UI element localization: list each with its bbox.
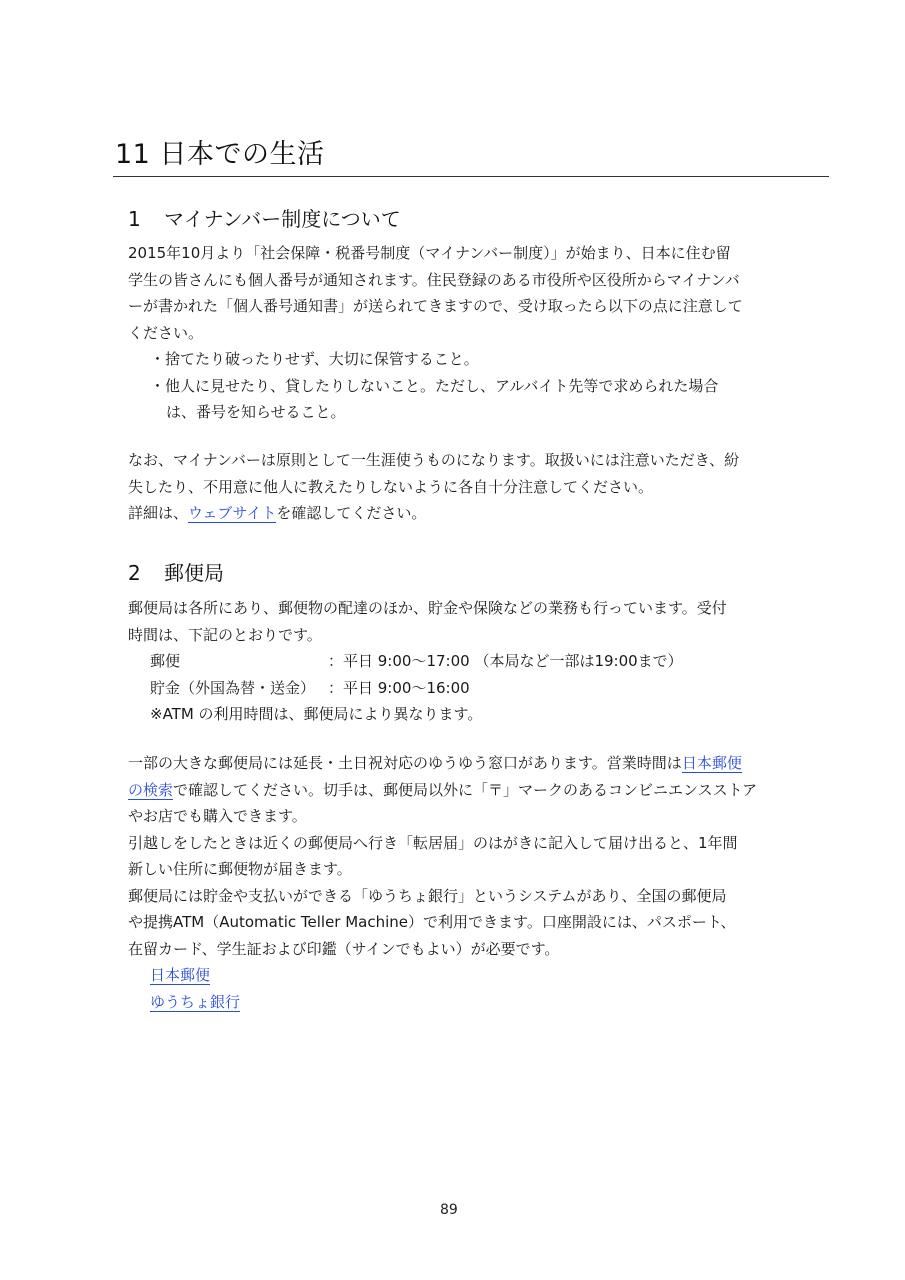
hours-row-mail [128,648,727,675]
page-number: 89 [440,1202,458,1218]
section1-number: 1 [128,207,141,231]
section1-note [128,447,739,527]
link-line [128,989,757,1016]
section1-title: マイナンバー制度について [164,207,401,231]
paragraph-line: 在留カード、学生証および印鑑（サインでもよい）が必要です。 [128,939,560,958]
paragraph-line: 引越しをしたときは近くの郵便局へ行き「転居届」のはがきに記入して届け出ると、1年間 [128,833,738,852]
paragraph-line: やお店でも購入できます。 [128,807,307,825]
bullet-item: ・他人に見せたり、貸したりしないこと。ただし、アルバイト先等で求められた場合 [150,376,719,395]
detail-prefix: 詳細は、 [128,504,189,522]
japanpost-link[interactable]: 日本郵便 [150,966,211,984]
yucho-bank-link[interactable]: ゆうちょ銀行 [150,992,241,1011]
section1-body [128,240,743,426]
paragraph-line [128,777,757,804]
paragraph-line: ください。 [128,323,204,342]
paragraph-line [128,750,757,777]
paragraph-line: なお、マイナンバーは原則として一生涯使うものになります。取扱いには注意いただき、紛 [128,451,740,469]
section2-title: 郵便局 [164,561,224,585]
paragraph-text: で確認してください。切手は、郵便局以外に「〒」マークのあるコンビニエンスストア [173,780,758,799]
paragraph-line: 失したり、不用意に他人に教えたりしないように各自十分注意してください。 [128,477,654,496]
hours-row-savings [128,675,727,702]
japanpost-search-link[interactable]: 日本郵便 [681,754,742,772]
paragraph-line: 新しい住所に郵便物が届きます。 [128,860,352,878]
chapter-divider [113,176,829,177]
hours-value: ：平日 9:00〜16:00 [328,678,470,697]
atm-note: ※ATM の利用時間は、郵便局により異なります。 [150,705,483,723]
chapter-title: 11 日本での生活 [115,139,325,170]
section1-heading [128,203,401,232]
paragraph-text: 一部の大きな郵便局には延長・土日祝対応のゆうゆう窓口があります。営業時間は [128,754,682,772]
paragraph-line: 時間は、下記のとおりです。 [128,625,322,644]
paragraph-line: 学生の皆さんにも個人番号が通知されます。住民登録のある市役所や区役所からマイナンバ [128,270,740,289]
section2-body [128,750,757,1015]
website-link[interactable]: ウェブサイト [188,504,277,522]
paragraph-line: 郵便局には貯金や支払いができる「ゆうちょ銀行」というシステムがあり、全国の郵便局 [128,886,727,905]
hours-label: 郵便 [150,652,181,670]
paragraph-line: 2015年10月より「社会保障・税番号制度（マイナンバー制度）」が始まり、日本に住む留 [128,244,731,262]
hours-value: ：平日 9:00〜17:00 （本局など一部は19:00まで） [328,652,683,670]
paragraph-line: や提携ATM（Automatic Teller Machine）で利用できます。口座開設には、パスポート、 [128,913,736,931]
bullet-item: ・捨てたり破ったりせず、大切に保管すること。 [150,350,479,368]
hours-label: 貯金（外国為替・送金） [150,678,316,697]
bullet-item-continuation: は、番号を知らせること。 [166,403,346,421]
detail-line [128,500,739,527]
section2-intro [128,595,727,728]
link-line [128,962,757,989]
paragraph-line: ーが書かれた「個人番号通知書」が送られてきますので、受け取ったら以下の点に注意して [128,297,743,315]
section2-heading [128,557,224,586]
section2-number: 2 [128,561,141,585]
detail-suffix: を確認してください。 [276,504,427,522]
paragraph-line: 郵便局は各所にあり、郵便物の配達のほか、貯金や保険などの業務も行っています。受付 [128,599,727,617]
japanpost-search-link-cont[interactable]: の検索 [128,780,174,799]
